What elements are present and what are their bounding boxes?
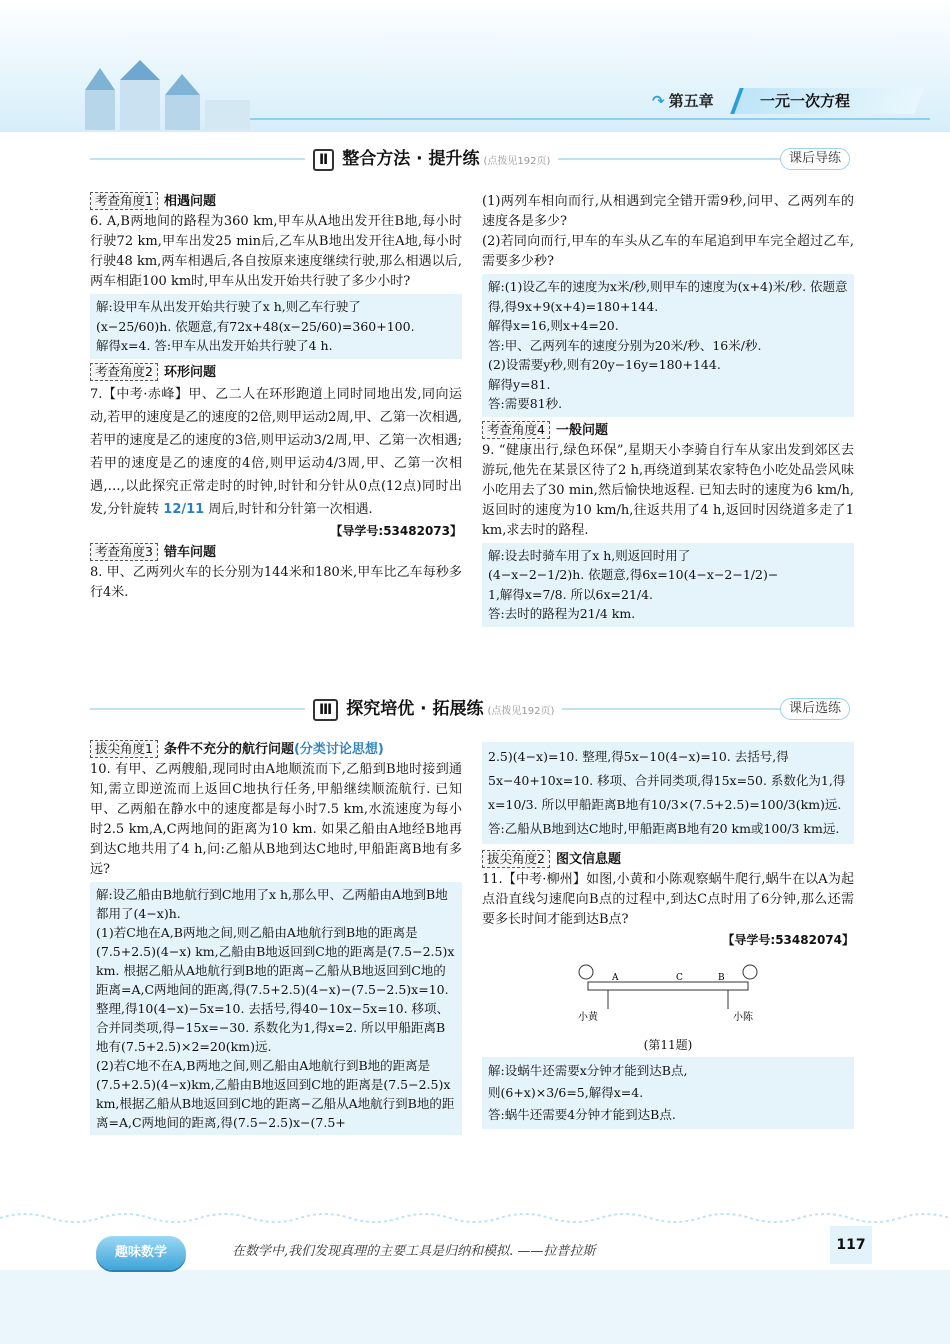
section-ref: (点拨见192页): [487, 706, 555, 717]
point-a-label: A: [612, 973, 619, 983]
solution-10: 解:设乙船由B地航行到C地用了x h,那么甲、乙两船由A地到B地都用了(4−x)h. (1)若C地在A,B两地之间,则乙船由A地航行到B地的距离是(7.5+2.5)(4−x) km,乙船由B地返回到C地的距离是(7.5−2.5)x km. 根据乙船从A地航行到B地的距离−乙船从B地返回到C地的距离=A,C两地间的距离,得(7.5+2.5)(4−x)−(7.5−2.5)x=10. 整理,得10(4−x)−5x=10. 去括号,得40−10x−5x=10. 移项、合并同类项,得−15x=−30. 系数化为1,得x=2. 所以甲船距离B地有(7.5+2.5)×2=20(km)远. (2)若C地不在A,B两地之间,则乙船由A地航行到B地的距离是(7.5+2.5)(4−x)km,乙船由B地返回到C地的距离是(7.5−2.5)x km,根据乙船从B地返回到C地的距离−乙船从A地航行到B地的距离=A,C两地间的距离,得(7.5−2.5)x−(7.5+: [90, 882, 462, 1135]
section-ref: (点拨见192页): [483, 156, 551, 167]
angle-title: 一般问题: [555, 422, 608, 438]
angle-title: 相遇问题: [163, 194, 216, 209]
header-rule: [250, 118, 930, 120]
question-11: 11.【中考·柳州】如图,小黄和小陈观察蜗牛爬行,蜗牛在以A为起点沿直线匀速爬向B点的过程中,到达C点时用了6分钟,那么还需要多长时间才能到达B点?: [482, 872, 854, 927]
angle-badge: 考查角度4: [482, 421, 550, 439]
solution-10-continued: 2.5)(4−x)=10. 整理,得5x−10(4−x)=10. 去括号,得5x−40+10x=10. 移项、合并同类项,得15x=50. 系数化为1,得x=10/3. 所以甲船距离B地有10/3×(7.5+2.5)=100/3(km)远. 答:乙船从B地到达C地时,甲船距离B地有20 km或100/3 km远.: [482, 742, 854, 844]
angle-badge: 拔尖角度1: [90, 740, 158, 758]
angle-badge: 拔尖角度2: [482, 850, 550, 868]
snail-figure: [482, 954, 854, 1031]
section-tag: 课后导练: [780, 148, 850, 170]
solution-6: 解:设甲车从出发开始共行驶了x h,则乙车行驶了 (x−25/60)h. 依题意,有72x+48(x−25/60)=360+100. 解得x=4. 答:甲车从出发开始共行驶了4 h.: [90, 294, 462, 359]
footer-band: [0, 1210, 950, 1344]
angle-title: 条件不充分的航行问题: [163, 742, 294, 757]
section-2-header: [90, 146, 850, 172]
chapter-label: ↷ 第五章: [652, 92, 714, 110]
angle-title: 图文信息题: [555, 852, 621, 867]
point-c-label: C: [676, 973, 683, 983]
left-column-top: [90, 192, 462, 603]
snail-diagram: [568, 954, 768, 1024]
figure-left-label: 小黄: [578, 1012, 598, 1023]
footer-quote: 在数学中,我们发现真理的主要工具是归纳和模拟. ——拉普拉斯: [232, 1244, 596, 1259]
question-7: 7.【中考·赤峰】甲、乙二人在环形跑道上同时同地出发,同向运动,若甲的速度是乙的速度的2倍,则甲运动2周,甲、乙第一次相遇,若甲的速度是乙的速度的3倍,则甲运动3/2周,甲、乙第一次相遇;若甲的速度是乙的速度的4倍,则甲运动4/3周,甲、乙第一次相遇,…,以此探究正常走时的时钟,时针和分针从0点(12点)同时出发,分针旋转 12/11 周后,时针和分针第一次相遇.: [90, 386, 462, 517]
answer-7: 12/11: [163, 501, 205, 517]
solution-11: 解:设蜗牛还需要x分钟才能到达B点, 则(6+x)×3/6=5,解得x=4. 答:蜗牛还需要4分钟才能到达B点.: [482, 1057, 854, 1129]
chapter-title: 一元一次方程: [760, 92, 851, 110]
guide-number: 【导学号:53482074】: [722, 933, 854, 947]
angle-note: (分类讨论思想): [293, 742, 384, 757]
question-9: 9. “健康出行,绿色环保”,星期天小李骑自行车从家出发到郊区去游玩,他先在某景区待了2 h,再绕道到某农家特色小吃处品尝风味小吃用去了30 min,然后愉快地返程. 已知去时的速度为6 km/h,返回时的速度为10 km/h,往返共用了4 h,返回时因绕道多走了1 km,求去时的路程.: [482, 442, 854, 538]
castle-illustration: [75, 60, 255, 130]
angle-badge: 考查角度1: [90, 192, 158, 210]
right-column-top: [482, 192, 854, 629]
solution-9: 解:设去时骑车用了x h,则返回时用了 (4−x−2−1/2)h. 依题意,得6x=10(4−x−2−1/2)− 1,解得x=7/8. 所以6x=21/4. 答:去时的路程为21/4 km.: [482, 543, 854, 627]
question-8: 8. 甲、乙两列火车的长分别为144米和180米,甲车比乙车每秒多行4米.: [90, 564, 462, 600]
angle-badge: 考查角度2: [90, 363, 158, 381]
section-3-header: [90, 696, 850, 722]
angle-badge: 考查角度3: [90, 543, 158, 561]
section-tag: 课后选练: [780, 698, 850, 720]
figure-right-label: 小陈: [733, 1012, 753, 1023]
arrow-icon: ↷: [652, 92, 665, 110]
section-number: Ⅱ: [313, 149, 334, 171]
figure-caption: (第11题): [643, 1038, 693, 1052]
section-title: 整合方法 · 提升练: [342, 149, 480, 169]
question-8-part1: (1)两列车相向而行,从相遇到完全错开需9秒,问甲、乙两列车的速度各是多少?: [482, 194, 854, 229]
solution-8: 解:(1)设乙车的速度为x米/秒,则甲车的速度为(x+4)米/秒. 依题意得,得9x+9(x+4)=180+144. 解得x=16,则x+4=20. 答:甲、乙两列车的速度分别为20米/秒、16米/秒. (2)设需要y秒,则有20y−16y=180+144. 解得y=81. 答:需要81秒.: [482, 274, 854, 417]
angle-title: 错车问题: [163, 544, 216, 560]
left-column-bottom: [90, 740, 462, 1137]
section-number: Ⅲ: [313, 699, 338, 721]
question-10: 10. 有甲、乙两艘船,现同时由A地顺流而下,乙船到B地时接到通知,需立即逆流而上返回C地执行任务,甲船继续顺流航行. 已知甲、乙两船在静水中的速度都是每小时7.5 km,水流速度为每小时2.5 km,A,C两地间的距离为10 km. 如果乙船由A地经B地再到达C地共用了4 h,问:乙船从B地到达C地时,甲船距离B地有多远?: [90, 762, 462, 877]
right-column-bottom: [482, 740, 854, 1131]
angle-title: 环形问题: [163, 364, 216, 380]
guide-number: 【导学号:53482073】: [330, 523, 462, 538]
question-6: 6. A,B两地间的路程为360 km,甲车从A地出发开往B地,每小时行驶72 km,甲车出发25 min后,乙车从B地出发开往A地,每小时行驶48 km,两车相遇后,各自按原来速度继续行驶,那么相遇以后,两车相距100 km时,甲车从出发开始共行驶了多少小时?: [90, 214, 462, 289]
section-title: 探究培优 · 拓展练: [346, 699, 484, 719]
page-number: 117: [830, 1226, 872, 1264]
fun-math-badge: 趣味数学: [96, 1236, 186, 1270]
question-8-part2: (2)若同向而行,甲车的车头从乙车的车尾追到甲车完全超过乙车,需要多少秒?: [482, 234, 854, 269]
point-b-label: B: [718, 973, 725, 983]
